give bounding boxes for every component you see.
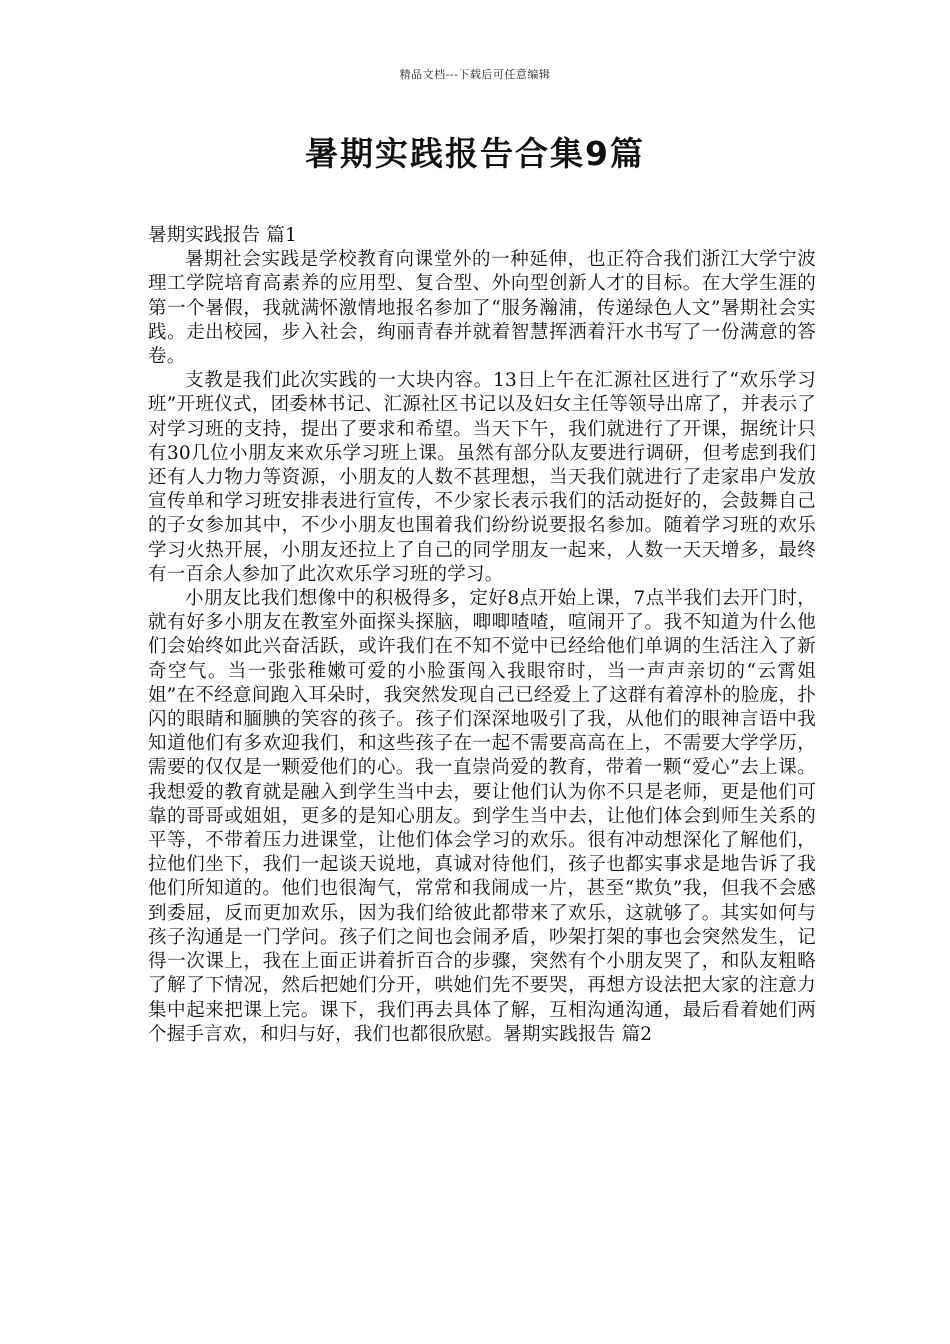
header-note: 精品文档---下载后可任意编辑 xyxy=(399,68,551,81)
paragraph: 暑期社会实践是学校教育向课堂外的一种延伸，也正符合我们浙江大学宁波理工学院培育高素养的应用型、复合型、外向型创新人才的目标。在大学生涯的第一个暑假，我就满怀激情地报名参加了“服务瀚浦，传递绿色人文”暑期社会实践。走出校园，步入社会，绚丽青春并就着智慧挥洒着汗水书写了一份满意的答卷。 xyxy=(148,249,816,368)
paragraph: 小朋友比我们想像中的积极得多，定好8点开始上课，7点半我们去开门时，就有好多小朋友在教室外面探头探脑，唧唧喳喳，喧闹开了。我不知道为什么他们会始终如此兴奋活跃，或许我们在不知不觉中已经给他们单调的生活注入了新奇空气。当一张张稚嫩可爱的小脸蛋闯入我眼帘时，当一声声亲切的“云霄姐姐”在不经意间跑入耳朵时，我突然发现自己已经爱上了这群有着淳朴的脸庞，扑闪的眼睛和腼腆的笑容的孩子。孩子们深深地吸引了我，从他们的眼神言语中我知道他们有多欢迎我们，和这些孩子在一起不需要高高在上，不需要大学学历，需要的仅仅是一颗爱他们的心。我一直崇尚爱的教育，带着一颗“爱心”去上课。我想爱的教育就是融入到学生当中去，要让他们认为你不只是老师，更是他们可靠的哥哥或姐姐，更多的是知心朋友。到学生当中去，让他们体会到师生关系的平等，不带着压力进课堂，让他们体会学习的欢乐。很有冲动想深化了解他们，拉他们坐下，我们一起谈天说地，真诚对待他们，孩子也都实事求是地告诉了我他们所知道的。他们也很淘气，常常和我闹成一片，甚至“欺负”我，但我不会感到委屈，反而更加欢乐，因为我们给彼此都带来了欢乐，这就够了。其实如何与孩子沟通是一门学问。孩子们之间也会闹矛盾，吵架打架的事也会突然发生，记得一次课上，我在上面正讲着折百合的步骤，突然有个小朋友哭了，和队友粗略了解了下情况，然后把她们分开，哄她们先不要哭，再想方设法把大家的注意力集中起来把课上完。课下，我们再去具体了解，互相沟通沟通，最后看着她们两个握手言欢，和归与好，我们也都很欣慰。暑期实践报告 篇2 xyxy=(148,588,816,1045)
paragraph: 支教是我们此次实践的一大块内容。13日上午在汇源社区进行了“欢乐学习班”开班仪式，团委林书记、汇源社区书记以及妇女主任等领导出席了，并表示了对学习班的支持，提出了要求和希望。当天下午，我们就进行了开课，据统计只有30几位小朋友来欢乐学习班上课。虽然有部分队友要进行调研，但考虑到我们还有人力物力等资源，小朋友的人数不甚理想，当天我们就进行了走家串户发放宣传单和学习班安排表进行宣传，不少家长表示我们的活动挺好的，会鼓舞自己的子女参加其中，不少小朋友也围着我们纷纷说要报名参加。随着学习班的欢乐学习火热开展，小朋友还拉上了自己的同学朋友一起来，人数一天天增多，最终有一百余人参加了此次欢乐学习班的学习。 xyxy=(148,370,816,585)
document-body xyxy=(148,224,816,1047)
document-title: 暑期实践报告合集9篇 xyxy=(305,134,645,173)
section-heading: 暑期实践报告 篇1 xyxy=(148,225,297,246)
